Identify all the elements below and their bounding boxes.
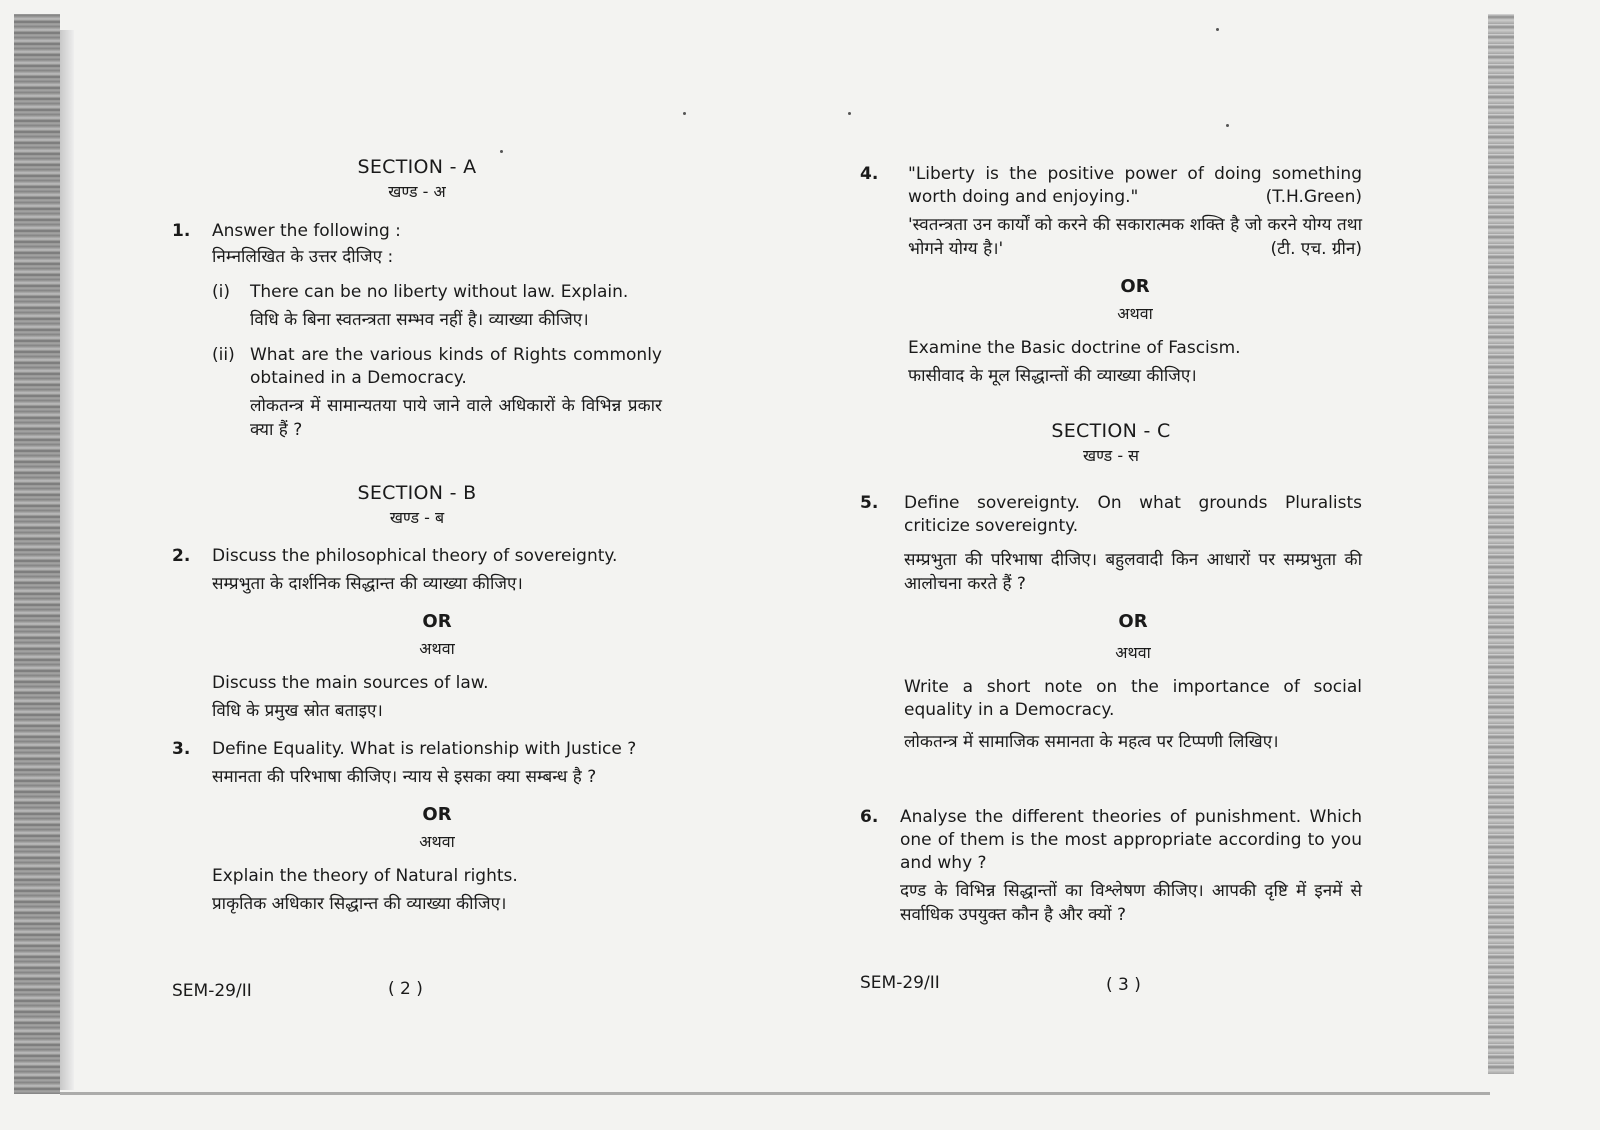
scan-speck xyxy=(683,112,686,115)
quote-attribution: (T.H.Green) xyxy=(1265,187,1362,207)
question-2 xyxy=(172,545,662,723)
question-number: 4. xyxy=(860,164,879,184)
part-number: (i) xyxy=(212,282,230,302)
question-6 xyxy=(860,806,1362,927)
or-divider-hindi: अथवा xyxy=(419,832,455,851)
scan-speck xyxy=(1216,28,1219,31)
alternative-question-text: Examine the Basic doctrine of Fascism. xyxy=(908,338,1241,358)
quote-attribution-hindi: (टी. एच. ग्रीन) xyxy=(1270,239,1362,259)
question-5 xyxy=(860,492,1362,754)
page-number: ( 3 ) xyxy=(1106,975,1141,995)
question-4 xyxy=(860,163,1362,388)
section-b-title: SECTION - B xyxy=(357,482,477,504)
question-text-hindi: दण्ड के विभिन्न सिद्धान्तों का विश्लेषण कीजिए। आपकी दृष्टि में इनमें से सर्वाधिक उपयुक्त कौन है और क्यों ? xyxy=(900,881,1362,925)
question-text: Define sovereignty. On what grounds Pluralists criticize sovereignty. xyxy=(904,493,1362,536)
question-text-hindi: 'स्वतन्त्रता उन कार्यों को करने की सकारात्मक शक्ति है जो करने योग्य तथा भोगने योग्य है।' xyxy=(908,215,1362,259)
scan-edge-left xyxy=(14,14,60,1094)
scan-speck xyxy=(500,150,503,153)
or-divider: OR xyxy=(422,804,452,825)
question-text: Answer the following : xyxy=(212,221,401,241)
or-divider-hindi: अथवा xyxy=(419,639,455,658)
section-a-title-hindi: खण्ड - अ xyxy=(388,182,446,201)
question-text-hindi: समानता की परिभाषा कीजिए। न्याय से इसका क्या सम्बन्ध है ? xyxy=(212,767,597,787)
alternative-question-text-hindi: प्राकृतिक अधिकार सिद्धान्त की व्याख्या कीजिए। xyxy=(212,894,507,914)
paper-code: SEM-29/II xyxy=(860,973,940,993)
question-1-part-ii xyxy=(212,344,662,442)
part-text-hindi: विधि के बिना स्वतन्त्रता सम्भव नहीं है। व्याख्या कीजिए। xyxy=(250,310,589,330)
part-text: What are the various kinds of Rights commonly obtained in a Democracy. xyxy=(250,345,662,388)
section-c-title: SECTION - C xyxy=(1051,420,1171,442)
question-1 xyxy=(172,220,662,442)
question-number: 2. xyxy=(172,546,191,566)
question-text-hindi: निम्नलिखित के उत्तर दीजिए : xyxy=(212,247,394,267)
question-text: Discuss the philosophical theory of sovereignty. xyxy=(212,546,618,566)
alternative-question-text-hindi: विधि के प्रमुख स्रोत बताइए। xyxy=(212,701,383,721)
scan-speck xyxy=(1226,124,1229,127)
scan-speck xyxy=(848,112,851,115)
section-a-header xyxy=(172,154,662,204)
part-number: (ii) xyxy=(212,345,235,365)
question-number: 5. xyxy=(860,493,879,513)
or-divider-hindi: अथवा xyxy=(1115,643,1151,662)
part-text-hindi: लोकतन्त्र में सामान्यतया पाये जाने वाले अधिकारों के विभिन्न प्रकार क्या हैं ? xyxy=(250,396,662,440)
alternative-question-text-hindi: फासीवाद के मूल सिद्धान्तों की व्याख्या कीजिए। xyxy=(908,366,1197,386)
section-c-title-hindi: खण्ड - स xyxy=(1082,446,1139,465)
alternative-question-text: Explain the theory of Natural rights. xyxy=(212,866,518,886)
or-divider: OR xyxy=(1118,611,1148,632)
alternative-question-text: Write a short note on the importance of social equality in a Democracy. xyxy=(904,677,1362,720)
or-divider-hindi: अथवा xyxy=(1117,304,1153,323)
scan-edge-left-shadow xyxy=(60,30,74,1090)
question-3 xyxy=(172,738,662,916)
question-text: Define Equality. What is relationship with Justice ? xyxy=(212,739,637,759)
section-b-header xyxy=(172,480,662,530)
question-text-hindi: सम्प्रभुता के दार्शनिक सिद्धान्त की व्याख्या कीजिए। xyxy=(212,574,523,594)
question-1-part-i xyxy=(212,281,662,332)
question-text: "Liberty is the positive power of doing something worth doing and enjoying." xyxy=(908,164,1362,207)
question-text-hindi: सम्प्रभुता की परिभाषा दीजिए। बहुलवादी किन आधारों पर सम्प्रभुता की आलोचना करते हैं ? xyxy=(904,550,1362,594)
question-text: Analyse the different theories of punishment. Which one of them is the most appropriate according to you and why ? xyxy=(900,807,1362,873)
section-a-title: SECTION - A xyxy=(357,156,477,178)
scan-bottom-line xyxy=(60,1092,1490,1095)
question-number: 3. xyxy=(172,739,191,759)
paper-code: SEM-29/II xyxy=(172,981,252,1001)
or-divider: OR xyxy=(1120,276,1150,297)
page-number: ( 2 ) xyxy=(388,979,423,999)
part-text: There can be no liberty without law. Explain. xyxy=(250,282,629,302)
section-c-header xyxy=(860,418,1362,468)
alternative-question-text: Discuss the main sources of law. xyxy=(212,673,489,693)
section-b-title-hindi: खण्ड - ब xyxy=(389,508,445,527)
scan-edge-right xyxy=(1488,14,1514,1074)
question-number: 6. xyxy=(860,807,879,827)
question-number: 1. xyxy=(172,221,191,241)
or-divider: OR xyxy=(422,611,452,632)
alternative-question-text-hindi: लोकतन्त्र में सामाजिक समानता के महत्व पर टिप्पणी लिखिए। xyxy=(904,732,1279,752)
